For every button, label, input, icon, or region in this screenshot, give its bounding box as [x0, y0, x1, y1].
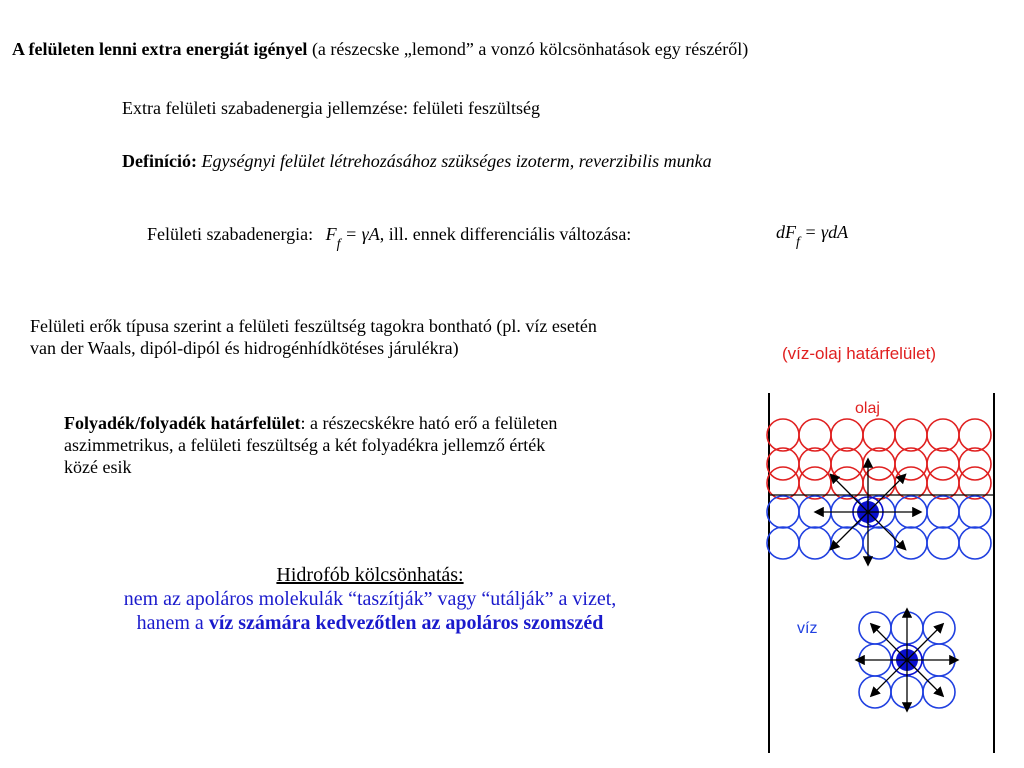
liquid-paragraph — [64, 412, 557, 478]
forces-paragraph — [30, 315, 597, 359]
water-particle — [831, 527, 863, 559]
oil-particle — [959, 448, 991, 480]
formula-middle: , ill. ennek differenciális változása: — [379, 224, 632, 244]
heading-rest: (a részecske „lemond” a vonzó kölcsönhatások egy részéről) — [307, 39, 749, 59]
heading — [12, 38, 748, 60]
oil-particle — [959, 467, 991, 499]
heading-bold: A felületen lenni extra energiát igényel — [12, 39, 308, 59]
oil-particle — [767, 448, 799, 480]
forces-line2: van der Waals, dipól-dipól és hidrogénhídkötéses járulékra) — [30, 338, 459, 358]
oil-particle — [799, 448, 831, 480]
definition-label: Definíció: — [122, 151, 197, 171]
water-layer — [767, 496, 991, 708]
hydrophobic-title: Hidrofób kölcsönhatás: — [276, 564, 464, 586]
oil-particle — [895, 419, 927, 451]
oil-particle — [927, 448, 959, 480]
water-particle — [927, 496, 959, 528]
water-particle — [767, 496, 799, 528]
water-particle — [927, 527, 959, 559]
water-label: víz — [797, 620, 818, 637]
hydrophobic-line2: hanem a víz számára kedvezőtlen az apoláros szomszéd — [136, 612, 604, 634]
interface-diagram — [752, 333, 1024, 768]
oil-particle — [799, 467, 831, 499]
liquid-line3: közé esik — [64, 457, 132, 477]
formula-label: Felületi szabadenergia: — [147, 224, 314, 244]
oil-particle — [895, 448, 927, 480]
liquid-line1-rest: : a részecskékre ható erő a felületen — [300, 413, 558, 433]
oil-particle — [767, 467, 799, 499]
oil-particle — [927, 467, 959, 499]
oil-particle — [767, 419, 799, 451]
oil-particle — [863, 419, 895, 451]
forces-line1: Felületi erők típusa szerint a felületi feszültség tagokra bontható (pl. víz esetén — [30, 316, 597, 336]
formula-differential: $dF_f = \gamma dA$ — [776, 222, 849, 250]
formula-f: $F_f = \gamma A$ — [325, 224, 380, 252]
water-particle — [959, 527, 991, 559]
oil-label: olaj — [855, 400, 880, 417]
oil-particle — [831, 467, 863, 499]
diagram-caption: (víz-olaj határfelület) — [782, 344, 937, 363]
surface-energy-line: Extra felületi szabadenergia jellemzése: felületi feszültség — [122, 98, 540, 118]
oil-particle — [927, 419, 959, 451]
oil-layer — [767, 419, 991, 499]
force-arrow — [868, 512, 905, 549]
oil-particle — [799, 419, 831, 451]
water-particle — [959, 496, 991, 528]
water-particle — [767, 527, 799, 559]
water-particle — [799, 527, 831, 559]
hydrophobic-line1: nem az apoláros molekulák “taszítják” vagy “utálják” a vizet, — [123, 588, 617, 610]
liquid-bold: Folyadék/folyadék határfelület — [64, 413, 301, 433]
hydrophobic-block — [30, 563, 710, 635]
definition — [122, 150, 712, 172]
definition-text: Egységnyi felület létrehozásához szükséges izoterm, reverzibilis munka — [196, 151, 712, 171]
liquid-line2: aszimmetrikus, a felületi feszültség a két folyadékra jellemző érték — [64, 435, 546, 455]
oil-particle — [959, 419, 991, 451]
oil-particle — [831, 419, 863, 451]
oil-particle — [831, 448, 863, 480]
oil-particle — [895, 467, 927, 499]
formula-line — [147, 223, 632, 252]
